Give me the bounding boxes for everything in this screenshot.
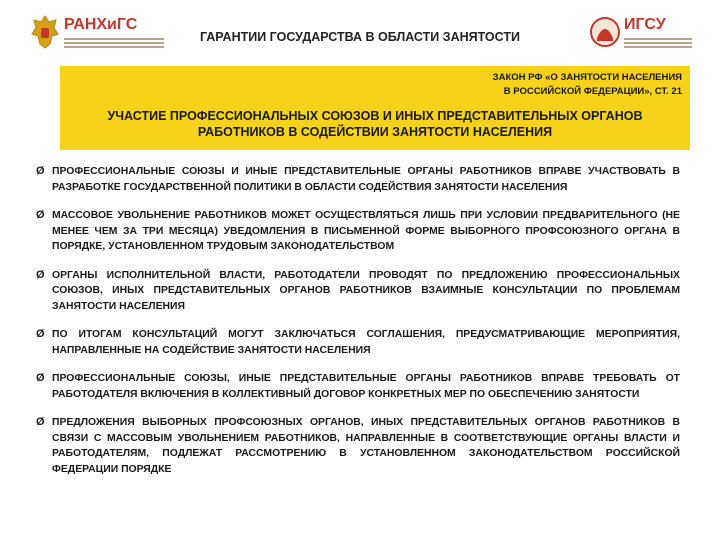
ranepa-subtitle-lines <box>64 38 164 50</box>
list-item <box>36 371 680 402</box>
arrow-bullet-icon: Ø <box>36 416 45 428</box>
list-item-text: ПРОФЕССИОНАЛЬНЫЕ СОЮЗЫ И ИНЫЕ ПРЕДСТАВИТЕЛЬНЫЕ ОРГАНЫ РАБОТНИКОВ ВПРАВЕ УЧАСТВОВАТЬ В РАЗРАБОТКЕ ГОСУДАРСТВЕННОЙ ПОЛИТИКИ В ОБЛАСТИ СОДЕЙСТВИЯ ЗАНЯТОСТИ НАСЕЛЕНИЯ <box>52 166 680 193</box>
list-item <box>36 327 680 358</box>
list-item-text: ПО ИТОГАМ КОНСУЛЬТАЦИЙ МОГУТ ЗАКЛЮЧАТЬСЯ СОГЛАШЕНИЯ, ПРЕДУСМАТРИВАЮЩИЕ МЕРОПРИЯТИЯ, НАПРАВЛЕННЫЕ НА СОДЕЙСТВИЕ ЗАНЯТОСТИ НАСЕЛЕНИЯ <box>52 329 680 356</box>
list-item <box>36 415 680 477</box>
page-title: ГАРАНТИИ ГОСУДАРСТВА В ОБЛАСТИ ЗАНЯТОСТИ <box>199 30 520 44</box>
bullet-list <box>36 164 680 490</box>
list-item-text: ПРОФЕССИОНАЛЬНЫЕ СОЮЗЫ, ИНЫЕ ПРЕДСТАВИТЕЛЬНЫЕ ОРГАНЫ РАБОТНИКОВ ВПРАВЕ ТРЕБОВАТЬ ОТ РАБОТОДАТЕЛЯ ВКЛЮЧЕНИЯ В КОЛЛЕКТИВНЫЙ ДОГОВОР КОНКРЕТНЫХ МЕР ПО ОБЕСПЕЧЕНИЮ ЗАНЯТОСТИ <box>52 373 680 400</box>
list-item <box>36 268 680 315</box>
igsu-logo <box>590 14 694 54</box>
ranepa-brand-text: РАНХиГС <box>64 16 138 33</box>
arrow-bullet-icon: Ø <box>36 209 45 221</box>
igsu-brand-text: ИГСУ <box>624 16 666 33</box>
title-banner <box>60 66 690 150</box>
arrow-bullet-icon: Ø <box>36 372 45 384</box>
ranepa-logo <box>30 14 170 54</box>
arrow-bullet-icon: Ø <box>36 165 45 177</box>
igsu-dome-emblem-icon <box>590 14 620 50</box>
banner-title <box>60 108 690 140</box>
list-item <box>36 208 680 255</box>
list-item-text: ПРЕДЛОЖЕНИЯ ВЫБОРНЫХ ПРОФСОЮЗНЫХ ОРГАНОВ, ИНЫХ ПРЕДСТАВИТЕЛЬНЫХ ОРГАНОВ РАБОТНИКОВ В СВЯЗИ С МАССОВЫМ УВОЛЬНЕНИЕМ РАБОТНИКОВ, НАПРАВЛЕННЫЕ В СООТВЕТСТВУЮЩИЕ ОРГАНЫ ВЛАСТИ И РАБОТОДАТЕЛЯМ, ПОДЛЕЖАТ РАССМОТРЕНИЮ В УСТАНОВЛЕННОМ ЗАКОНОДАТЕЛЬСТВОМ РОССИЙСКОЙ ФЕДЕРАЦИИ ПОРЯДКЕ <box>52 417 680 475</box>
law-reference <box>493 71 682 99</box>
banner-title-line1: УЧАСТИЕ ПРОФЕССИОНАЛЬНЫХ СОЮЗОВ И ИНЫХ ПРЕДСТАВИТЕЛЬНЫХ ОРГАНОВ <box>107 109 643 123</box>
arrow-bullet-icon: Ø <box>36 328 45 340</box>
arrow-bullet-icon: Ø <box>36 268 45 281</box>
igsu-subtitle-lines <box>624 38 692 50</box>
list-item-text: ОРГАНЫ ИСПОЛНИТЕЛЬНОЙ ВЛАСТИ, РАБОТОДАТЕЛИ ПРОВОДЯТ ПО ПРЕДЛОЖЕНИЮ ПРОФЕССИОНАЛЬНЫХ СОЮЗОВ, ИНЫХ ПРЕДСТАВИТЕЛЬНЫХ ОРГАНОВ РАБОТНИКОВ ВЗАИМНЫЕ КОНСУЛЬТАЦИИ ПО ПРОБЛЕМАМ ЗАНЯТОСТИ НАСЕЛЕНИЯ <box>52 269 680 312</box>
double-headed-eagle-emblem-icon <box>30 14 60 50</box>
law-reference-line2: В РОССИЙСКОЙ ФЕДЕРАЦИИ», СТ. 21 <box>503 86 682 97</box>
banner-title-line2: РАБОТНИКОВ В СОДЕЙСТВИИ ЗАНЯТОСТИ НАСЕЛЕНИЯ <box>197 125 553 139</box>
list-item-text: МАССОВОЕ УВОЛЬНЕНИЕ РАБОТНИКОВ МОЖЕТ ОСУЩЕСТВЛЯТЬСЯ ЛИШЬ ПРИ УСЛОВИИ ПРЕДВАРИТЕЛЬНОГО (НЕ МЕНЕЕ ЧЕМ ЗА ТРИ МЕСЯЦА) УВЕДОМЛЕНИЯ В ПИСЬМЕННОЙ ФОРМЕ ВЫБОРНОГО ПРОФСОЮЗНОГО ОРГАНА В ПОРЯДКЕ, УСТАНОВЛЕННОМ ТРУДОВЫМ ЗАКОНОДАТЕЛЬСТВОМ <box>52 210 680 252</box>
law-reference-line1: ЗАКОН РФ «О ЗАНЯТОСТИ НАСЕЛЕНИЯ <box>492 72 682 83</box>
list-item <box>36 164 680 195</box>
